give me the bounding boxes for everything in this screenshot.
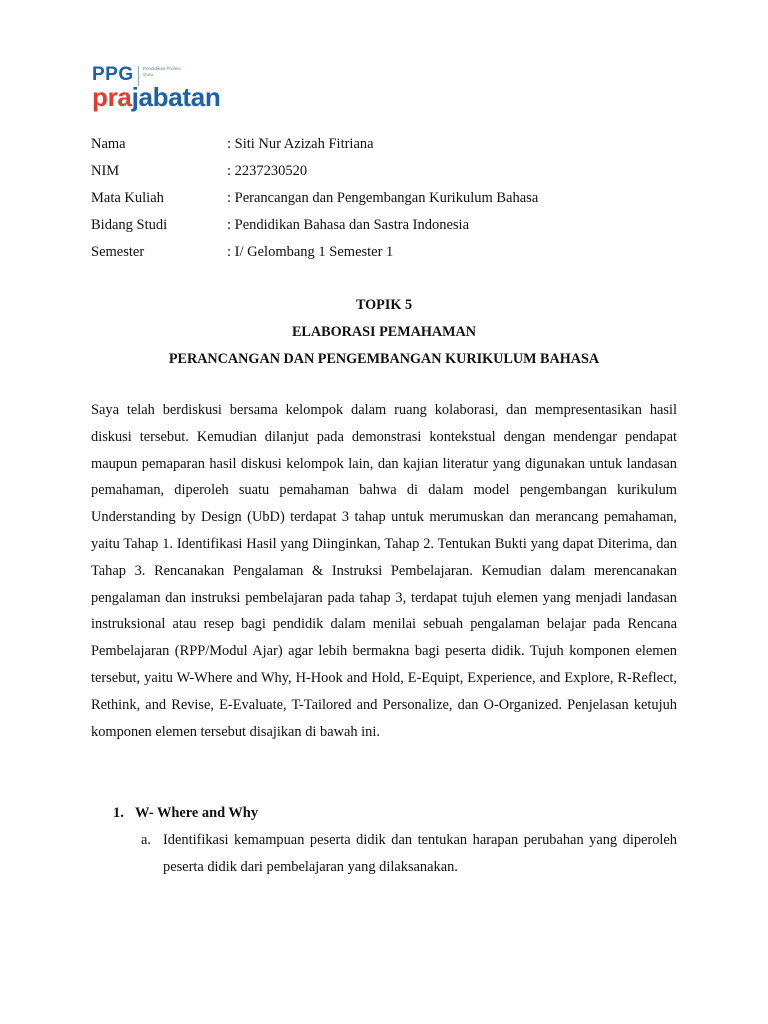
identity-value: : I/ Gelombang 1 Semester 1 — [227, 244, 394, 260]
identity-value: : Siti Nur Azizah Fitriana — [227, 136, 374, 152]
topic-heading: TOPIK 5 — [355, 297, 413, 313]
identity-label: Mata Kuliah — [91, 190, 164, 206]
identity-value: : Pendidikan Bahasa dan Sastra Indonesia — [227, 217, 470, 233]
subtitle-heading: ELABORASI PEMAHAMAN — [291, 324, 477, 340]
identity-value: : 2237230520 — [227, 163, 308, 179]
sub-item-letter: a. — [141, 832, 151, 848]
identity-row-semester — [91, 239, 691, 266]
ppg-prajabatan-logo — [92, 60, 227, 118]
list-title-text: W- Where and Why — [135, 805, 259, 821]
list-number: 1. — [113, 805, 124, 821]
body-paragraph: Saya telah berdiskusi bersama kelompok dalam ruang kolaborasi, dan mempresentasikan hasil diskusi tersebut. Kemudian dilanjut pada demonstrasi kontekstual dengan mendengar pendapat maupun pemaparan hasil diskusi kelompok lain, dan kajian literatur yang digunakan untuk landasan pemahaman, diperoleh suatu pemahaman bahwa di dalam model pengembangan kurikulum Understanding by Design (UbD) terdapat 3 tahap untuk merumuskan dan merancang pemahaman, yaitu Tahap 1. Identifikasi Hasil yang Diinginkan, Tahap 2. Tentukan Bukti yang dapat Diterima, dan Tahap 3. Rencanakan Pengalaman & Instruksi Pembelajaran. Kemudian dalam merencanakan pengalaman dan instruksi pembelajaran pada tahap 3, terdapat tujuh elemen yang menjadi landasan instruksional atau resep bagi pendidik dalam menilai sebuah pengalaman belajar pada Rencana Pembelajaran (RPP/Modul Ajar) agar lebih bermakna bagi peserta didik. Tujuh komponen elemen tersebut, yaitu W-Where and Why, H-Hook and Hold, E-Equipt, Experience, and Explore, R-Reflect, Rethink, and Revise, E-Evaluate, T-Tailored and Personalize, dan O-Organized. Penjelasan ketujuh komponen elemen tersebut disajikan di bawah ini. — [91, 402, 677, 740]
sub-item-text: Identifikasi kemampuan peserta didik dan tentukan harapan perubahan yang diperoleh peserta didik dari pembelajaran yang dilaksanakan. — [163, 832, 677, 875]
logo-ppg-text: PPG — [92, 64, 134, 85]
identity-row-field — [91, 212, 691, 239]
identity-label: Bidang Studi — [91, 217, 168, 233]
identity-row-name — [91, 131, 691, 158]
logo-pra: pra — [92, 82, 132, 112]
identity-row-nim — [91, 158, 691, 185]
logo-subtitle: Pendidikan Profesi Guru — [143, 66, 181, 77]
identity-value: : Perancangan dan Pengembangan Kurikulum Bahasa — [227, 190, 539, 206]
logo-wordmark — [92, 82, 221, 113]
list-item-title — [113, 800, 258, 826]
identity-label: NIM — [91, 163, 120, 179]
identity-label: Nama — [91, 136, 126, 152]
logo-jabatan: jabatan — [131, 82, 221, 112]
list-sub-item — [141, 827, 677, 881]
identity-label: Semester — [91, 244, 145, 260]
identity-block — [91, 131, 691, 266]
identity-row-course — [91, 185, 691, 212]
course-heading: PERANCANGAN DAN PENGEMBANGAN KURIKULUM BAHASA — [168, 351, 600, 367]
document-headings — [91, 292, 677, 373]
